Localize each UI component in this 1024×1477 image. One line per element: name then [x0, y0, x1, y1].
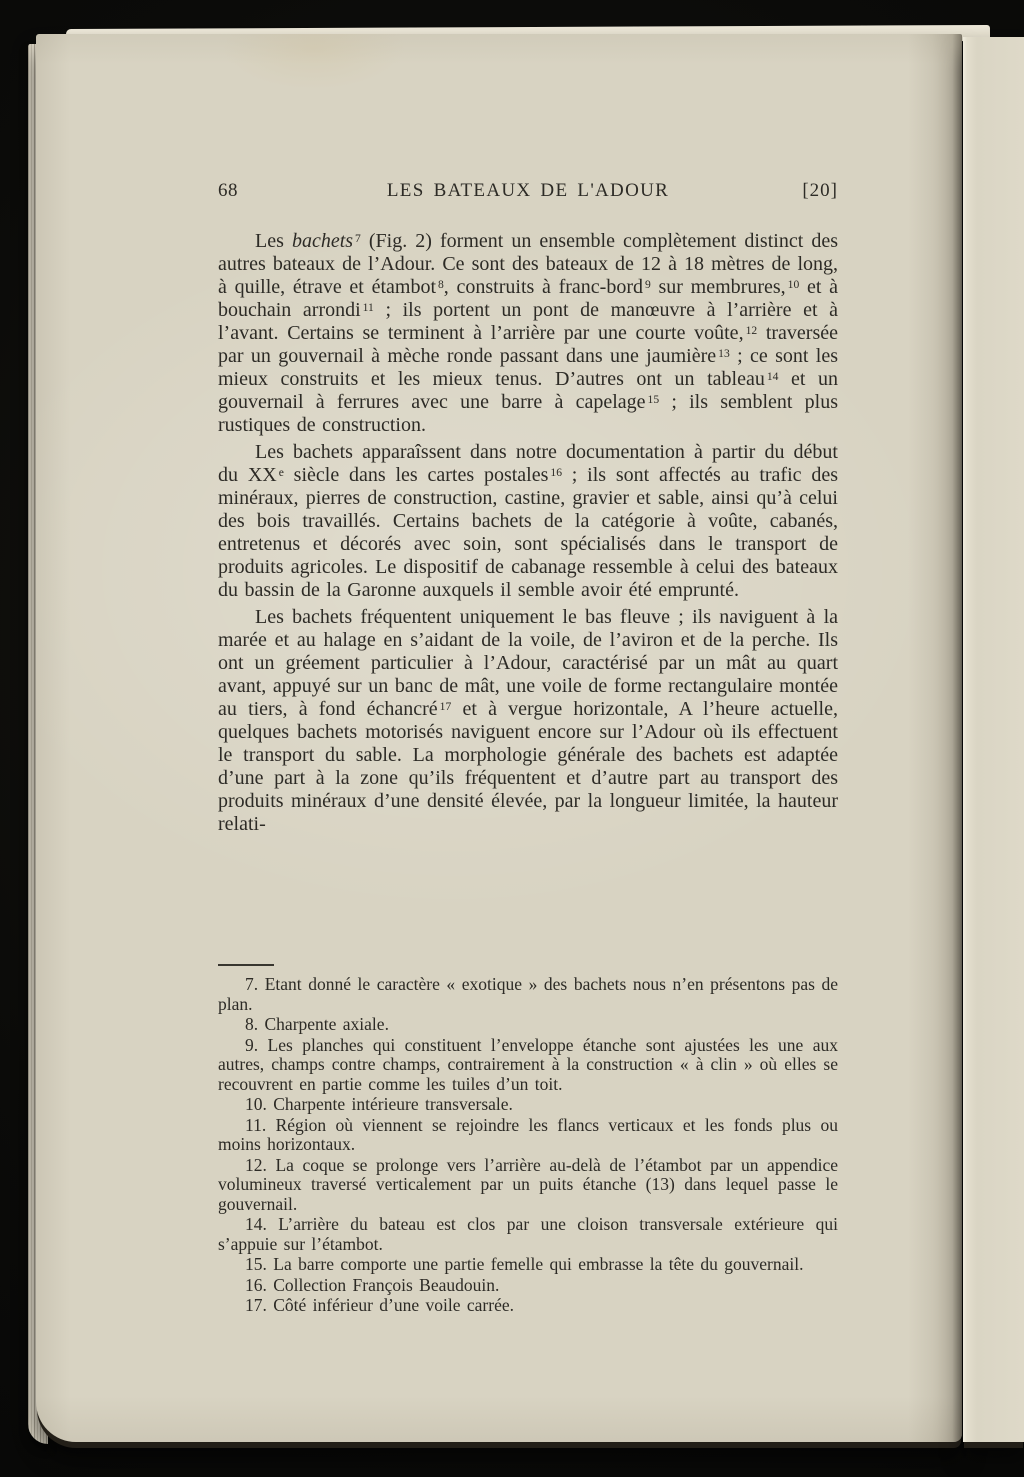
footnote-reference: 10 [787, 277, 800, 291]
footnote-reference: e [278, 465, 284, 479]
footnote: 8. Charpente axiale. [245, 1014, 389, 1034]
running-title: LES BATEAUX DE L'ADOUR [386, 180, 670, 201]
footnote: 11. Région où viennent se rejoindre les flancs verticaux et les fonds plus ou moins horizontaux. [218, 1114, 838, 1154]
paragraph: Les bachets fréquentent uniquement le bas fleuve ; ils naviguent à la marée et au halage en s’aidant de la voile, de l’aviron et de la perche. Ils ont un gréement particulier à l’Adour, caractérisé par un mât au quart avant, appuyé sur un banc de mât, une voile de forme rectangulaire montée au tiers, à fond échancré $^{17}$ et à vergue horizontale, A l’heure actuelle, quelques bachets motorisés naviguent encore sur l’Adour où ils effectuent le transport du sable. La morphologie générale des bachets est adaptée d’une part à la zone qu’ils fréquentent et d’autre part au transport des produits minéraux d’une densité élevée, par la longueur limitée, la hauteur relati- [218, 606, 838, 835]
paragraph: Les bachets $^7$ (Fig. 2) forment un ensemble complètement distinct des autres bateaux de l’Adour. Ce sont des bateaux de 12 à 18 mètres de long, à quille, étrave et étambot $^8$, construits à franc-bord $^9$ sur membrures, $^{10}$ et à bouchain arrondi $^{11}$ ; ils portent un pont de manœuvre à l’arrière et à l’avant. Certains se terminent à l’arrière par une courte voûte, $^{12}$ traversée par un gouvernail à mèche ronde passant dans une jaumière $^{13}$ ; ce sont les mieux construits et les mieux tenus. D’autres ont un tableau $^{14}$ et un gouvernail à ferrures avec une barre à capelage $^{15}$ ; ils semblent plus rustiques de construction. [218, 230, 839, 436]
footnote: 15. La barre comporte une partie femelle qui embrasse la tête du gouvernail. [245, 1254, 804, 1274]
page-reference-bracket: [20] [802, 180, 838, 201]
footnote: 7. Etant donné le caractère « exotique » des bachets nous n’en présentons pas de plan. [218, 974, 838, 1014]
facing-page-edge [963, 37, 1024, 1442]
footnote-reference: 13 [718, 346, 730, 360]
footnote-reference: 11 [362, 300, 374, 314]
footnotes [218, 975, 838, 1316]
footnote-reference: 12 [745, 323, 758, 337]
paragraph: Les bachets apparaîssent dans notre documentation à partir du début du XX $^e$ siècle dans les cartes postales $^{16}$ ; ils sont affectés au trafic des minéraux, pierres de construction, castine, gravier et sable, ainsi qu’à celui des bois travaillés. Certains bachets de la catégorie à voûte, cabanés, entretenus et décorés avec soin, sont spécialisés dans le transport de produits agricoles. Le dispositif de cabanage ressemble à celui des bateaux du bassin de la Garonne auxquels il semble avoir été emprunté. [218, 441, 838, 601]
footnote-reference: 7 [355, 231, 361, 245]
footnote: 14. L’arrière du bateau est clos par une cloison transversale extérieure qui s’appuie sur l’étambot. [218, 1214, 838, 1254]
footnote-reference: 15 [647, 392, 660, 406]
footnote-reference: 16 [550, 465, 562, 479]
page-header [218, 180, 838, 202]
footnote: 9. Les planches qui constituent l’enveloppe étanche sont ajustées les une aux autres, champs contre champs, contrairement à la construction « à clin » où elles se recouvrent en partie comme les tuiles d’un toit. [218, 1034, 838, 1094]
footnote-separator-rule [218, 964, 274, 966]
book-page [36, 34, 962, 1442]
footnote: 12. La coque se prolonge vers l’arrière au-delà de l’étambot par un appendice volumineux traversé verticalement par un puits étanche (13) dans lequel passe le gouvernail. [218, 1154, 838, 1214]
footnote-reference: 8 [438, 277, 444, 291]
footnote: 16. Collection François Beaudouin. [245, 1274, 500, 1295]
footnote: 10. Charpente intérieure transversale. [245, 1094, 513, 1114]
footnote-reference: 14 [766, 369, 779, 383]
footnote-reference: 17 [439, 699, 452, 713]
footnote-reference: 9 [645, 277, 651, 291]
body-text [218, 230, 838, 836]
footnote: 17. Côté inférieur d’une voile carrée. [245, 1295, 514, 1315]
page-number: 68 [218, 180, 238, 201]
